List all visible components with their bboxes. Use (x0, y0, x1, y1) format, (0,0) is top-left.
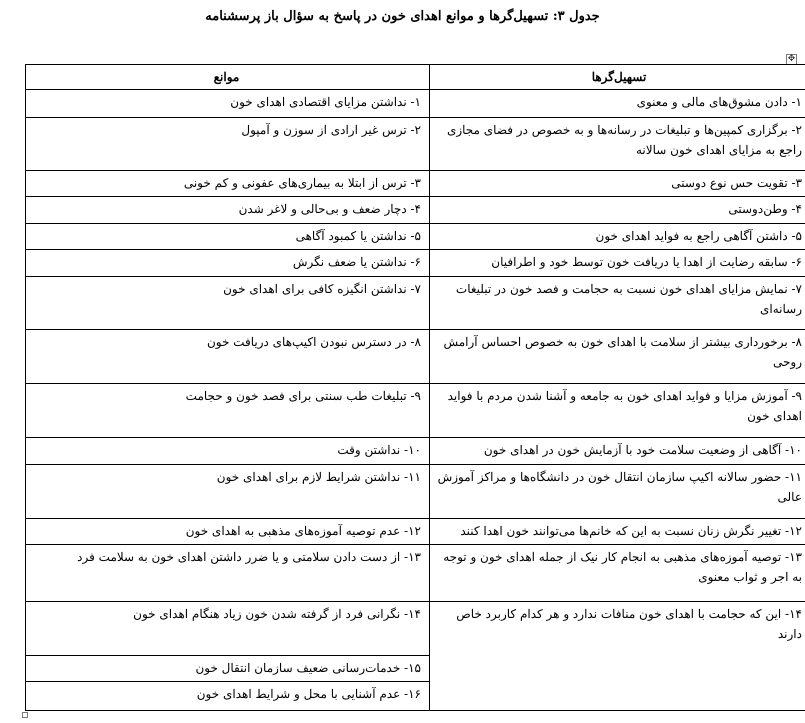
barrier-cell: ۱۴- نگرانی فرد از گرفته شدن خون زیاد هنگام اهدای خون (26, 601, 430, 655)
table-row (26, 197, 805, 223)
facilitators-barriers-table (25, 64, 805, 711)
barrier-cell: ۶- نداشتن یا ضعف نگرش (26, 250, 430, 276)
table-row (26, 276, 805, 330)
table-row (26, 545, 805, 602)
table-caption: جدول ۳: تسهیل‌گرها و موانع اهدای خون در پاسخ به سؤال باز پرسشنامه (205, 9, 600, 24)
barrier-cell: ۸- در دسترس نبودن اکیپ‌های دریافت خون (26, 330, 430, 384)
barrier-cell: ۷- نداشتن انگیزه کافی برای اهدای خون (26, 276, 430, 330)
facilitator-cell: ۶- سابقه رضایت از اهدا یا دریافت خون توسط خود و اطرافیان (430, 250, 805, 276)
facilitator-cell: ۲- برگزاری کمپین‌ها و تبلیغات در رسانه‌ها و به خصوص در فضای مجازی راجع به مزایای اهدای خون سالانه (430, 117, 805, 170)
header-facilitators: تسهیل‌گرها (430, 65, 805, 90)
table-row (26, 170, 805, 196)
facilitator-cell: ۴- وطن‌دوستی (430, 197, 805, 223)
barrier-cell: ۴- دچار ضعف و بی‌حالی و لاغر شدن (26, 197, 430, 223)
table-row (26, 384, 805, 438)
barrier-cell: ۱۱- نداشتن شرایط لازم برای اهدای خون (26, 464, 430, 518)
facilitator-cell: ۳- تقویت حس نوع دوستی (430, 170, 805, 196)
facilitator-cell: ۱۳- توصیه آموزه‌های مذهبی به انجام کار نیک از جمله اهدای خون و توجه به اجر و ثواب معنوی (430, 545, 805, 602)
barrier-cell: ۱۰- نداشتن وقت (26, 438, 430, 464)
table-resize-handle[interactable] (22, 712, 28, 718)
barrier-cell: ۱۵- خدمات‌رسانی ضعیف سازمان انتقال خون (26, 655, 430, 681)
facilitator-cell: ۸- برخورداری بیشتر از سلامت با اهدای خون به خصوص احساس آرامش روحی (430, 330, 805, 384)
barrier-cell: ۹- تبلیغات طب سنتی برای فصد خون و حجامت (26, 384, 430, 438)
table-row (26, 330, 805, 384)
table-row (26, 438, 805, 464)
barrier-cell: ۱۲- عدم توصیه آموزه‌های مذهبی به اهدای خون (26, 518, 430, 544)
facilitator-cell: ۱۲- تغییر نگرش زنان نسبت به این که خانم‌ها می‌توانند خون اهدا کنند (430, 518, 805, 544)
table-move-handle-icon[interactable]: ✥ (787, 54, 796, 64)
barrier-cell: ۲- ترس غیر ارادی از سوزن و آمپول (26, 117, 430, 170)
facilitator-cell: ۷- نمایش مزایای اهدای خون نسبت به حجامت و فصد خون در تبلیغات رسانه‌ای (430, 276, 805, 330)
barrier-cell: ۱- نداشتن مزایای اقتصادی اهدای خون (26, 90, 430, 117)
facilitator-cell: ۱۰- آگاهی از وضعیت سلامت خود با آزمایش خون در اهدای خون (430, 438, 805, 464)
facilitator-cell: ۱۱- حضور سالانه اکیپ سازمان انتقال خون در دانشگاه‌ها و مراکز آموزش عالی (430, 464, 805, 518)
table-row (26, 518, 805, 544)
header-barriers: موانع (26, 65, 430, 90)
barrier-cell: ۱۶- عدم آشنایی با محل و شرایط اهدای خون (26, 682, 430, 711)
table-row (26, 117, 805, 170)
barrier-cell: ۱۳- از دست دادن سلامتی و یا ضرر داشتن اهدای خون به سلامت فرد (26, 545, 430, 602)
table-header-row (26, 65, 805, 90)
barrier-cell: ۵- نداشتن یا کمبود آگاهی (26, 223, 430, 249)
table-row (26, 250, 805, 276)
table-row (26, 223, 805, 249)
table-row (26, 601, 805, 655)
facilitator-cell: ۱- دادن مشوق‌های مالی و معنوی (430, 90, 805, 117)
facilitator-cell: ۵- داشتن آگاهی راجع به فواید اهدای خون (430, 223, 805, 249)
table-row (26, 90, 805, 117)
table-row (26, 464, 805, 518)
facilitator-cell: ۹- آموزش مزایا و فواید اهدای خون به جامعه و آشنا شدن مردم با فواید اهدای خون (430, 384, 805, 438)
facilitator-cell: ۱۴- این که حجامت با اهدای خون منافات ندارد و هر کدام کاربرد خاص دارند (430, 601, 805, 710)
barrier-cell: ۳- ترس از ابتلا به بیماری‌های عفونی و کم خونی (26, 170, 430, 196)
